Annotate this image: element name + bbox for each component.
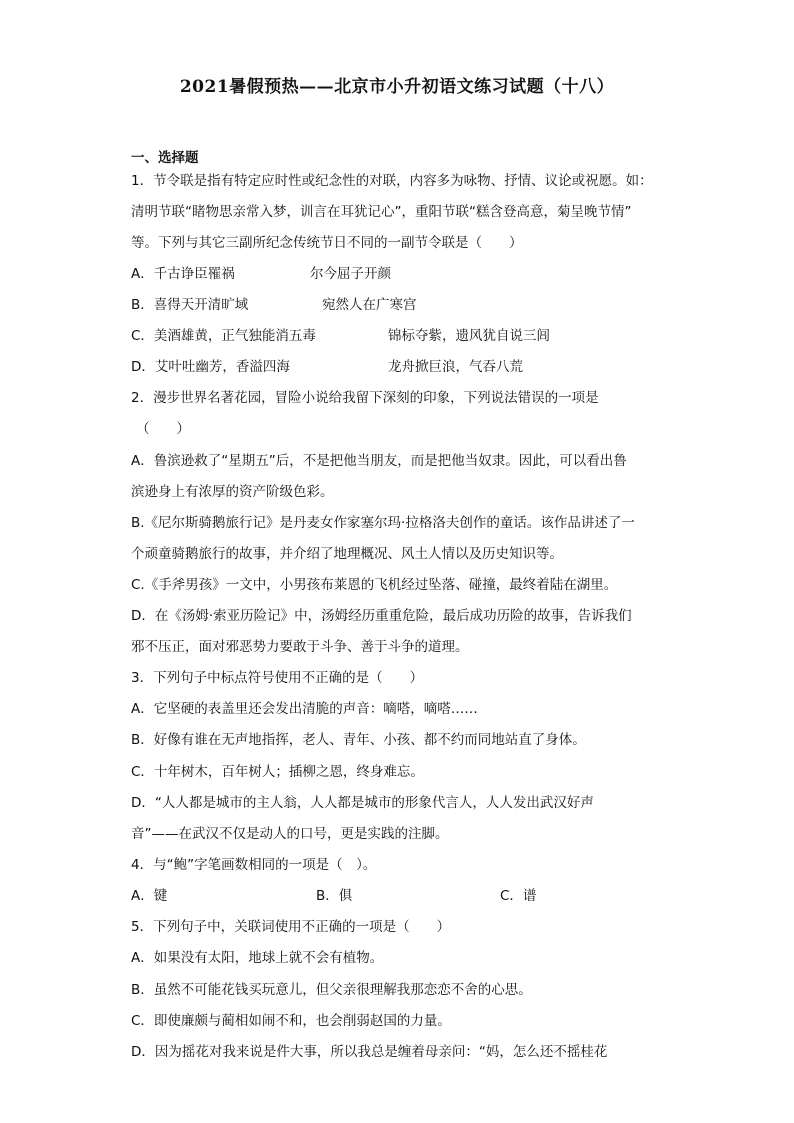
- q1-option-b-second: 宛然人在广寒宫: [322, 297, 417, 313]
- q1-option-b-first: B．喜得天开清旷域: [131, 297, 249, 313]
- q1-option-d-first: D．艾叶吐幽芳，香溢四海: [131, 359, 290, 375]
- q1-line: 清明节联“睹物思亲常入梦，训言在耳犹记心”，重阳节联“糕含登高意，菊呈晚节情”: [131, 204, 632, 220]
- q2-option-c: C.《手斧男孩》一文中，小男孩布莱恩的飞机经过坠落、碰撞，最终着陆在湖里。: [131, 577, 618, 593]
- q2-line: 2．漫步世界名著花园，冒险小说给我留下深刻的印象，下列说法错误的一项是: [131, 390, 599, 406]
- q5-option-c: C．即使廉颇与蔺相如闹不和，也会削弱赵国的力量。: [131, 1013, 451, 1029]
- q3-option-d-cont: 音”——在武汉不仅是动人的口号，更是实践的注脚。: [131, 826, 449, 842]
- q1-option-c-second: 锦标夺紫，遗风犹自说三闾: [388, 328, 550, 344]
- q3-option-c: C．十年树木，百年树人；插柳之恩，终身难忘。: [131, 764, 424, 780]
- q4-stem: 4．与“鲍”字笔画数相同的一项是（ ）。: [131, 857, 377, 873]
- q2-option-b: B.《尼尔斯骑鹅旅行记》是丹麦女作家塞尔玛·拉格洛夫创作的童话。该作品讲述了一: [131, 515, 635, 531]
- q2-line: （ ）: [136, 421, 190, 437]
- q1-option-a-second: 尔今屈子开颜: [310, 266, 391, 282]
- q3-option-b: B．好像有谁在无声地指挥，老人、青年、小孩、都不约而同地站直了身体。: [131, 732, 586, 748]
- q3-stem: 3．下列句子中标点符号使用不正确的是（ ）: [131, 670, 424, 686]
- q2-option-a-cont: 滨逊身上有浓厚的资产阶级色彩。: [131, 484, 334, 500]
- q1-option-a-first: A．千古诤臣罹祸: [131, 266, 235, 282]
- q4-option-c: C．谱: [500, 888, 537, 904]
- q2-option-d-cont: 邪不压正，面对邪恶势力要敢于斗争、善于斗争的道理。: [131, 639, 469, 655]
- q2-option-a: A．鲁滨逊救了“星期五”后，不是把他当朋友，而是把他当奴隶。因此，可以看出鲁: [131, 453, 627, 469]
- section-heading: 一、选择题: [131, 150, 199, 166]
- q5-option-b: B．虽然不可能花钱买玩意儿，但父亲很理解我那恋恋不舍的心思。: [131, 982, 532, 998]
- q5-option-a: A．如果没有太阳，地球上就不会有植物。: [131, 950, 384, 966]
- q1-option-c-first: C．美酒雄黄，正气独能消五毒: [131, 328, 316, 344]
- q1-line: 1．节令联是指有特定应时性或纪念性的对联，内容多为咏物、抒情、议论或祝愿。如：: [131, 173, 653, 189]
- q2-option-b-cont: 个顽童骑鹅旅行的故事，并介绍了地理概况、风土人情以及历史知识等。: [131, 546, 563, 562]
- page-title: 2021暑假预热——北京市小升初语文练习试题（十八）: [179, 77, 615, 97]
- q3-option-a: A．它坚硬的表盖里还会发出清脆的声音：嘀嗒，嘀嗒……: [131, 701, 478, 717]
- q2-option-d: D．在《汤姆·索亚历险记》中，汤姆经历重重危险，最后成功历险的故事，告诉我们: [131, 608, 632, 624]
- q3-option-d: D．“人人都是城市的主人翁，人人都是城市的形象代言人，人人发出武汉好声: [131, 795, 594, 811]
- q4-option-a: A．键: [131, 888, 168, 904]
- q4-option-b: B．俱: [316, 888, 353, 904]
- q5-option-d: D．因为摇花对我来说是件大事，所以我总是缠着母亲问：“妈，怎么还不摇桂花: [131, 1044, 608, 1060]
- q1-line: 等。下列与其它三副所纪念传统节日不同的一副节令联是（ ）: [131, 235, 523, 251]
- q5-stem: 5．下列句子中，关联词使用不正确的一项是（ ）: [131, 919, 451, 935]
- q1-option-d-second: 龙舟掀巨浪，气吞八荒: [388, 359, 523, 375]
